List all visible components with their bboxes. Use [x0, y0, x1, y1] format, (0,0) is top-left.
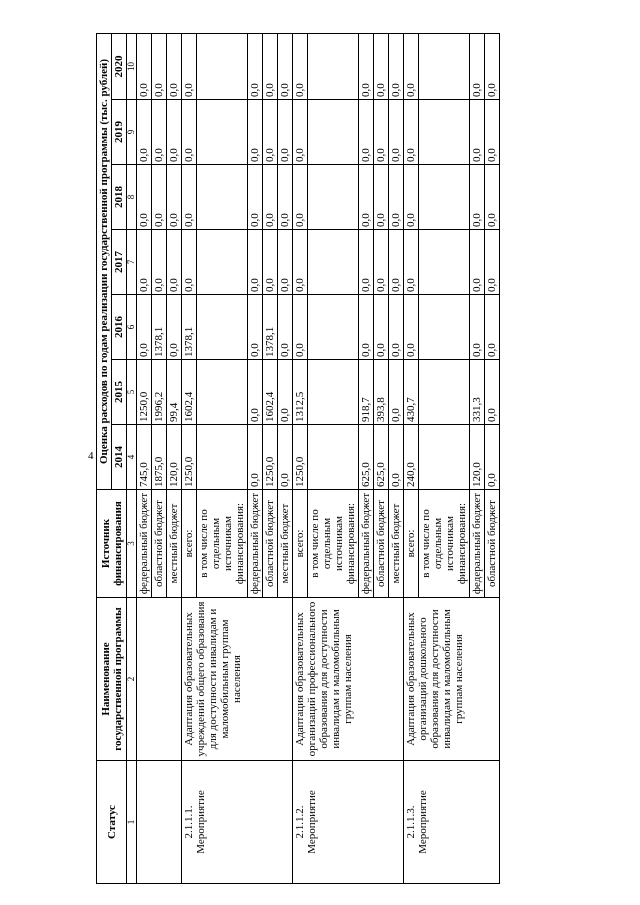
value-cell: 0,0 — [152, 100, 167, 165]
value-cell: 0,0 — [389, 100, 404, 165]
value-cell — [308, 33, 359, 99]
program-name-cell: Адаптация образовательных организаций профессионального образования для доступности инвалидам и маломобильным группам населения — [293, 598, 404, 761]
value-cell: 0,0 — [248, 360, 263, 425]
table-row — [137, 33, 152, 883]
value-cell: 0,0 — [182, 165, 197, 230]
value-cell — [308, 360, 359, 425]
value-cell: 0,0 — [359, 230, 374, 295]
budget-table — [96, 33, 500, 884]
value-cell — [197, 295, 248, 360]
value-cell: 0,0 — [293, 230, 308, 295]
value-cell — [197, 360, 248, 425]
value-cell: 0,0 — [293, 33, 308, 99]
value-cell: 0,0 — [278, 230, 293, 295]
value-cell: 1996,2 — [152, 360, 167, 425]
value-cell: 745,0 — [137, 425, 152, 490]
value-cell: 0,0 — [293, 295, 308, 360]
header-year: 2017 — [112, 230, 127, 295]
value-cell: 0,0 — [374, 33, 389, 99]
column-number: 5 — [127, 360, 137, 425]
page-number: 4 — [88, 450, 94, 462]
header-program-name: Наименование государственной программы — [97, 598, 127, 761]
value-cell — [308, 100, 359, 165]
value-cell: 0,0 — [167, 165, 182, 230]
value-cell: 0,0 — [374, 100, 389, 165]
status-kind: Мероприятие — [195, 790, 207, 854]
value-cell: 0,0 — [167, 295, 182, 360]
value-cell: 0,0 — [485, 230, 500, 295]
value-cell: 0,0 — [389, 165, 404, 230]
value-cell: 0,0 — [485, 33, 500, 99]
value-cell: 0,0 — [137, 165, 152, 230]
status-cell — [293, 761, 404, 884]
value-cell: 0,0 — [485, 425, 500, 490]
value-cell: 1250,0 — [263, 425, 278, 490]
header-year: 2014 — [112, 425, 127, 490]
value-cell: 0,0 — [248, 295, 263, 360]
value-cell: 918,7 — [359, 360, 374, 425]
value-cell: 0,0 — [293, 165, 308, 230]
value-cell — [308, 165, 359, 230]
value-cell: 0,0 — [137, 295, 152, 360]
status-code: 2.1.1.2. — [294, 805, 306, 839]
value-cell: 0,0 — [152, 165, 167, 230]
value-cell: 0,0 — [389, 425, 404, 490]
column-number: 1 — [127, 761, 137, 884]
value-cell — [419, 165, 470, 230]
value-cell: 0,0 — [485, 100, 500, 165]
status-code: 2.1.1.1. — [183, 805, 195, 839]
value-cell: 0,0 — [137, 33, 152, 99]
value-cell: 0,0 — [278, 425, 293, 490]
column-number: 8 — [127, 165, 137, 230]
status-cell — [404, 761, 500, 884]
source-cell: областной бюджет — [263, 490, 278, 598]
header-status: Статус — [97, 761, 127, 884]
header-source: Источник финансирования — [97, 490, 127, 598]
value-cell: 0,0 — [278, 165, 293, 230]
value-cell: 0,0 — [485, 295, 500, 360]
column-number: 7 — [127, 230, 137, 295]
value-cell: 0,0 — [359, 100, 374, 165]
value-cell — [197, 165, 248, 230]
header-year: 2020 — [112, 33, 127, 99]
value-cell: 0,0 — [374, 230, 389, 295]
value-cell — [197, 33, 248, 99]
header-year: 2019 — [112, 100, 127, 165]
value-cell: 0,0 — [182, 33, 197, 99]
value-cell: 0,0 — [263, 33, 278, 99]
value-cell: 240,0 — [404, 425, 419, 490]
program-name-cell: Адаптация образовательных организаций дошкольного образования для доступности инвалидам и маломобильным группам населения — [404, 598, 500, 761]
value-cell: 0,0 — [278, 33, 293, 99]
value-cell: 0,0 — [389, 360, 404, 425]
value-cell: 625,0 — [374, 425, 389, 490]
value-cell: 0,0 — [152, 33, 167, 99]
value-cell: 0,0 — [293, 100, 308, 165]
value-cell: 0,0 — [389, 33, 404, 99]
value-cell — [197, 230, 248, 295]
column-number: 10 — [127, 33, 137, 99]
value-cell: 1602,4 — [263, 360, 278, 425]
source-cell: всего: — [182, 490, 197, 598]
value-cell: 0,0 — [278, 360, 293, 425]
value-cell: 0,0 — [182, 100, 197, 165]
status-cell — [137, 761, 182, 884]
source-cell: всего: — [293, 490, 308, 598]
value-cell — [419, 295, 470, 360]
value-cell: 0,0 — [470, 33, 485, 99]
value-cell: 0,0 — [278, 295, 293, 360]
value-cell — [308, 295, 359, 360]
value-cell — [419, 33, 470, 99]
value-cell — [419, 360, 470, 425]
value-cell: 0,0 — [485, 360, 500, 425]
value-cell: 1602,4 — [182, 360, 197, 425]
value-cell — [308, 425, 359, 490]
value-cell: 0,0 — [263, 100, 278, 165]
value-cell: 0,0 — [389, 230, 404, 295]
column-number: 9 — [127, 100, 137, 165]
value-cell: 0,0 — [470, 100, 485, 165]
value-cell: 0,0 — [137, 230, 152, 295]
program-name-cell: Адаптация образовательных учреждений общего образования для доступности инвалидам и маломобильным группам населения — [182, 598, 293, 761]
source-cell: в том числе по отдельным источникам финансирования: — [308, 490, 359, 598]
source-cell: областной бюджет — [485, 490, 500, 598]
table-header — [97, 33, 137, 883]
column-numbers-row — [127, 33, 137, 883]
source-cell: федеральный бюджет — [248, 490, 263, 598]
value-cell: 430,7 — [404, 360, 419, 425]
value-cell: 0,0 — [167, 230, 182, 295]
value-cell: 0,0 — [470, 295, 485, 360]
value-cell — [197, 100, 248, 165]
table-row — [182, 33, 197, 883]
value-cell: 0,0 — [374, 295, 389, 360]
value-cell: 0,0 — [248, 33, 263, 99]
value-cell — [197, 425, 248, 490]
source-cell: областной бюджет — [152, 490, 167, 598]
source-cell: местный бюджет — [167, 490, 182, 598]
header-estimate: Оценка расходов по годам реализации государственной программы (тыс. рублей) — [97, 33, 112, 489]
value-cell: 0,0 — [152, 230, 167, 295]
value-cell: 1378,1 — [182, 295, 197, 360]
value-cell — [419, 425, 470, 490]
status-cell — [182, 761, 293, 884]
source-cell: всего: — [404, 490, 419, 598]
value-cell: 0,0 — [263, 165, 278, 230]
value-cell: 0,0 — [485, 165, 500, 230]
value-cell: 0,0 — [248, 100, 263, 165]
status-kind: Мероприятие — [417, 790, 429, 854]
value-cell: 0,0 — [182, 230, 197, 295]
column-number: 4 — [127, 425, 137, 490]
header-year: 2015 — [112, 360, 127, 425]
value-cell: 0,0 — [404, 295, 419, 360]
program-name-cell — [137, 598, 182, 761]
column-number: 3 — [127, 490, 137, 598]
value-cell: 0,0 — [470, 230, 485, 295]
source-cell: местный бюджет — [278, 490, 293, 598]
table-body — [137, 33, 500, 883]
value-cell — [308, 230, 359, 295]
value-cell: 0,0 — [359, 33, 374, 99]
value-cell: 0,0 — [263, 230, 278, 295]
value-cell: 99,4 — [167, 360, 182, 425]
value-cell — [419, 100, 470, 165]
value-cell: 1312,5 — [293, 360, 308, 425]
value-cell: 0,0 — [167, 100, 182, 165]
table-row — [293, 33, 308, 883]
source-cell: в том числе по отдельным источникам финансирования: — [419, 490, 470, 598]
table-row — [404, 33, 419, 883]
value-cell: 331,3 — [470, 360, 485, 425]
source-cell: областной бюджет — [374, 490, 389, 598]
value-cell: 393,8 — [374, 360, 389, 425]
rotated-page-content — [96, 34, 596, 884]
value-cell: 120,0 — [167, 425, 182, 490]
header-year: 2016 — [112, 295, 127, 360]
value-cell: 1875,0 — [152, 425, 167, 490]
value-cell: 1378,1 — [152, 295, 167, 360]
value-cell: 0,0 — [278, 100, 293, 165]
value-cell: 0,0 — [137, 100, 152, 165]
source-cell: федеральный бюджет — [359, 490, 374, 598]
value-cell: 0,0 — [248, 230, 263, 295]
source-cell: федеральный бюджет — [470, 490, 485, 598]
value-cell: 0,0 — [404, 100, 419, 165]
source-cell: федеральный бюджет — [137, 490, 152, 598]
value-cell: 0,0 — [470, 165, 485, 230]
value-cell: 0,0 — [248, 165, 263, 230]
value-cell: 0,0 — [167, 33, 182, 99]
source-cell: в том числе по отдельным источникам финансирования: — [197, 490, 248, 598]
value-cell: 1250,0 — [137, 360, 152, 425]
value-cell: 0,0 — [359, 165, 374, 230]
value-cell: 0,0 — [359, 295, 374, 360]
value-cell: 0,0 — [404, 230, 419, 295]
status-code: 2.1.1.3. — [405, 805, 417, 839]
status-kind: Мероприятие — [306, 790, 318, 854]
column-number: 2 — [127, 598, 137, 761]
value-cell: 1250,0 — [293, 425, 308, 490]
value-cell: 120,0 — [470, 425, 485, 490]
value-cell: 0,0 — [404, 33, 419, 99]
value-cell: 0,0 — [404, 165, 419, 230]
value-cell: 0,0 — [374, 165, 389, 230]
value-cell: 625,0 — [359, 425, 374, 490]
value-cell — [419, 230, 470, 295]
header-year: 2018 — [112, 165, 127, 230]
value-cell: 0,0 — [248, 425, 263, 490]
value-cell: 1378,1 — [263, 295, 278, 360]
column-number: 6 — [127, 295, 137, 360]
value-cell: 0,0 — [389, 295, 404, 360]
value-cell: 1250,0 — [182, 425, 197, 490]
source-cell: местный бюджет — [389, 490, 404, 598]
